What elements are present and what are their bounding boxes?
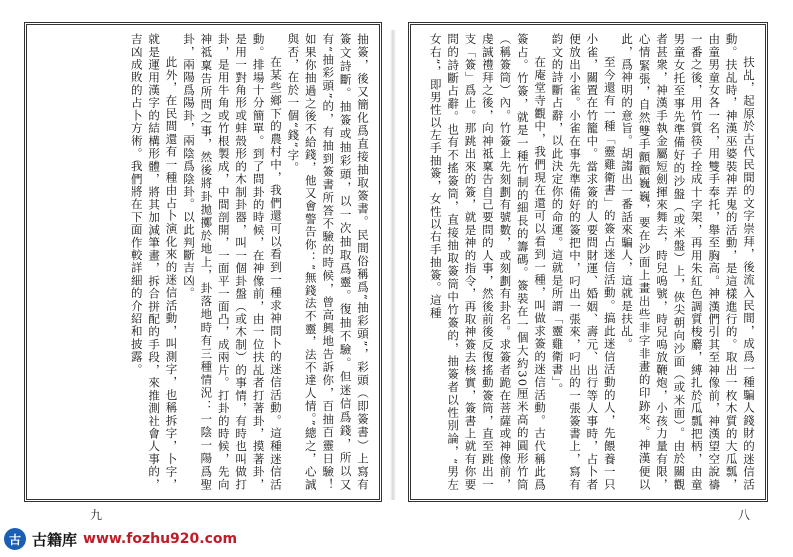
right-page: [408, 22, 768, 502]
paragraph: 扶乩，起原於古代民間的文字崇拜，後流入民間，成爲一種騙人錢財的迷信活動。扶乩時，神漢巫婆裝神弄鬼的活動，是這樣進行的。取出一枚木質的大瓜瓢，由童男童女各一名，用雙手奉托，舉至胸高。神漢們引其至神像前，神漢望空說禱一番之後，用竹質筷子拴成十字架，再用朱紅色調質梭麝，縛扎於瓜瓢把柄，由童男童女托至事先準備好的沙盤（或米盤）上，俠尖朝向沙面（或米面）。由於關觀者甚衆，神漢手執金屬短劍揮來舞去，時兒嗚號，時兒嗚放鞭炮，小孩力量有限，心情緊張，自然雙手顫顫巍巍，要在沙面上畫出些非字非畫的印跡來。神漢便以此，爲神明的意旨。胡謅出一番話來騙人，這就是扶乩。: [620, 33, 756, 491]
watermark-footer: [0, 525, 237, 553]
left-page-text: [35, 33, 371, 491]
right-page-number: 八: [738, 508, 751, 522]
left-page-number: 九: [90, 508, 103, 522]
site-url: www.fozhu920.com: [83, 531, 238, 547]
paragraph: 在某些鄉下的農村中，我們還可以看到一種求神問卜的迷信活動。這種迷信活動。排場十分簡單。到了問卦的時候，在神像前，由一位扶乩者打著卦，摸著卦，是用一對角形或蚌殼形的木制卦器，叫一個卦盤（或木制）的事情，有時也叫做打卦，是用牛角或竹根製成，中間剖開，一面平一面凸，成兩片。打卦的時候，先向神祗稟告所問之事，然後將卦拋擲於地上，卦落地時有三種情況：一陰一陽爲聖卦，兩陽爲陽卦，兩陰爲陰卦。以此判斷吉凶。: [181, 33, 283, 491]
paragraph: 在庵堂寺觀中，我們現在還可以看到一種，叫做求簽的迷信活動。古代稱此爲簽占。竹簽，就是一種竹制的細長的籌碼。簽裝在一個大約30厘米高的圓形竹筒（稱簽筒）內。竹簽上先刻劃有號數，或刻劃有卦名。求簽者跪在菩薩或神像前，虔誠禮拜之後，向神祗稟告自己要問的人事，然後前後反復搖動簽筒，直至跳出一支「簽」爲止。那跳出來的簽，就是神的指令，再取神簽去核實，簽書上就有你要問的詩斷占辭。也有不搖簽筒，直接抽取簽筒中竹簽的，抽簽者以性別論，“男左女右”，即男性以左手抽簽，女性以右手抽簽。這種: [428, 33, 548, 491]
paragraph: 至今還有一種「靈雞衛書」的簽占迷信活動。搞此迷信活動的人，先餵養一只小雀，關置在竹籠中。當求簽的人要問財運、婚姻、壽元、出行等人事時，占卜者便放出小雀。小雀在事先準備好的簽把中，叼出一張來，叼出的一張簽書上，寫有韵文的詩斷占辭，以此決定你的命運。這就是所謂「靈雞衛書」。: [550, 33, 617, 491]
site-logo-icon: 古: [4, 528, 26, 550]
site-name: 古籍库: [32, 530, 78, 549]
right-page-text: [419, 33, 757, 491]
book-gutter: [390, 30, 396, 500]
paragraph: 抽簽，後又簡化爲直接抽取簽書。民間俗稱爲“抽彩頭”，彩頭（即簽書）上寫有簽文詩斷。抽簽或抽彩頭，以一次抽取爲靈。復抽不驗。但迷信爲錢，所以又有“抽彩頭”的，有抽到簽書所答不驗的時候，曾高興地告訴你，百抽百靈日驗！如果你抽過之後不給錢，他又會警告你：“無錢法不靈，法不達人情。”總之，心誠與否，在於一個“錢”字。: [286, 33, 370, 491]
paragraph: 此外，在民間還有一種由占卜演化來的迷信活動，叫測字，也稱拆字，卜字，就是運用漢字的結構形體，將其加減筆畫，拆合拼配的手段，來推測社會人事的，吉凶成敗的占卜方術。我們將在下面作較詳細的介紹和披露。: [129, 33, 179, 491]
left-page: [24, 22, 382, 502]
